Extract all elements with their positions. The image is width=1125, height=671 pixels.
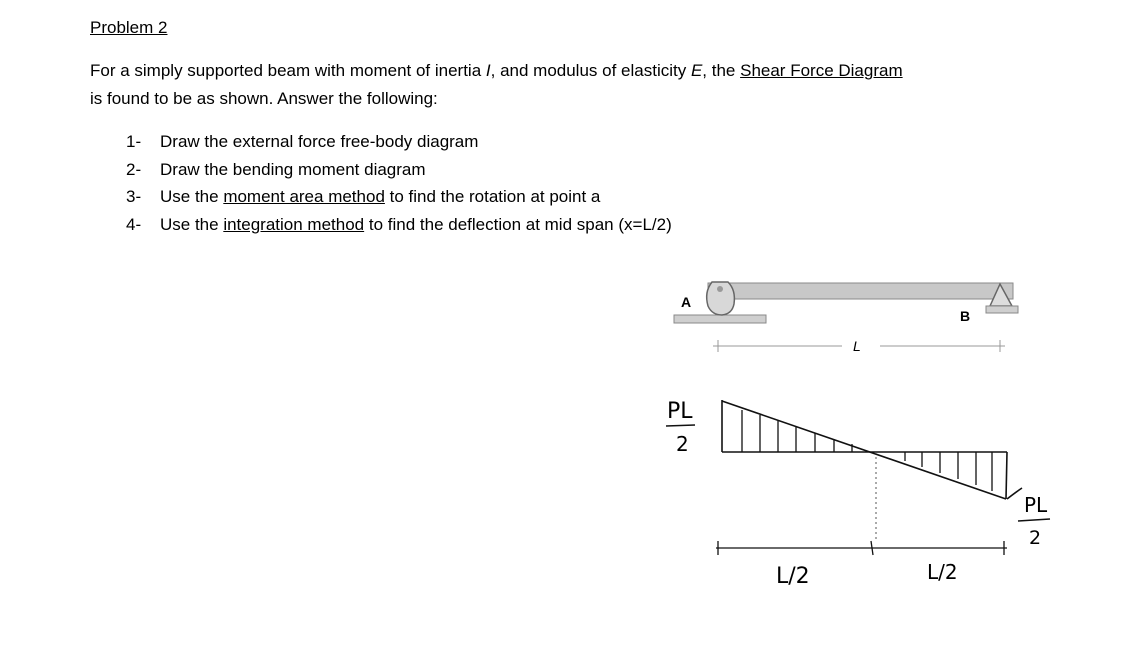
beam-figure [674,282,1018,354]
item-number: 3- [126,187,142,206]
left-value-numerator: PL [667,399,693,424]
item-3: Use the moment area method to find the rotation at point a [160,187,601,206]
shear-force-diagram [666,400,1050,555]
item-number: 4- [126,215,142,234]
moment-area-link[interactable]: moment area method [223,187,385,206]
left-value-denominator: 2 [676,432,689,456]
sfd-link[interactable]: Shear Force Diagram [740,61,903,80]
support-a-label: A [681,294,692,310]
segment-1-label: L/2 [776,564,810,589]
segment-2-label: L/2 [927,560,958,584]
support-b-label: B [960,308,971,324]
right-value-denominator: 2 [1029,527,1042,549]
item-number: 1- [126,132,142,151]
left-fraction-bar [666,425,695,426]
item-2: Draw the bending moment diagram [160,160,426,179]
item-4: Use the integration method to find the deflection at mid span (x=L/2) [160,215,672,234]
sfd-dimension [716,541,1007,555]
symbol-I: I [485,61,491,80]
sfd-right-edge [1006,452,1007,499]
right-leader [1007,488,1022,499]
intro-line-2: is found to be as shown. Answer the following: [90,89,438,108]
item-1: Draw the external force free-body diagram [160,132,479,151]
integration-link[interactable]: integration method [223,215,365,234]
sfd-shear-line [722,401,1006,499]
beam [708,283,1013,299]
right-value-numerator: PL [1024,493,1048,517]
span-label: L [853,338,861,354]
item-number: 2- [126,160,142,179]
problem-title: Problem 2 [90,18,168,37]
symbol-E: E [690,61,703,80]
right-fraction-bar [1018,519,1050,521]
intro-line-1: For a simply supported beam with moment of inertia I, and modulus of elasticity E, the Shear Force Diagram [90,61,903,80]
